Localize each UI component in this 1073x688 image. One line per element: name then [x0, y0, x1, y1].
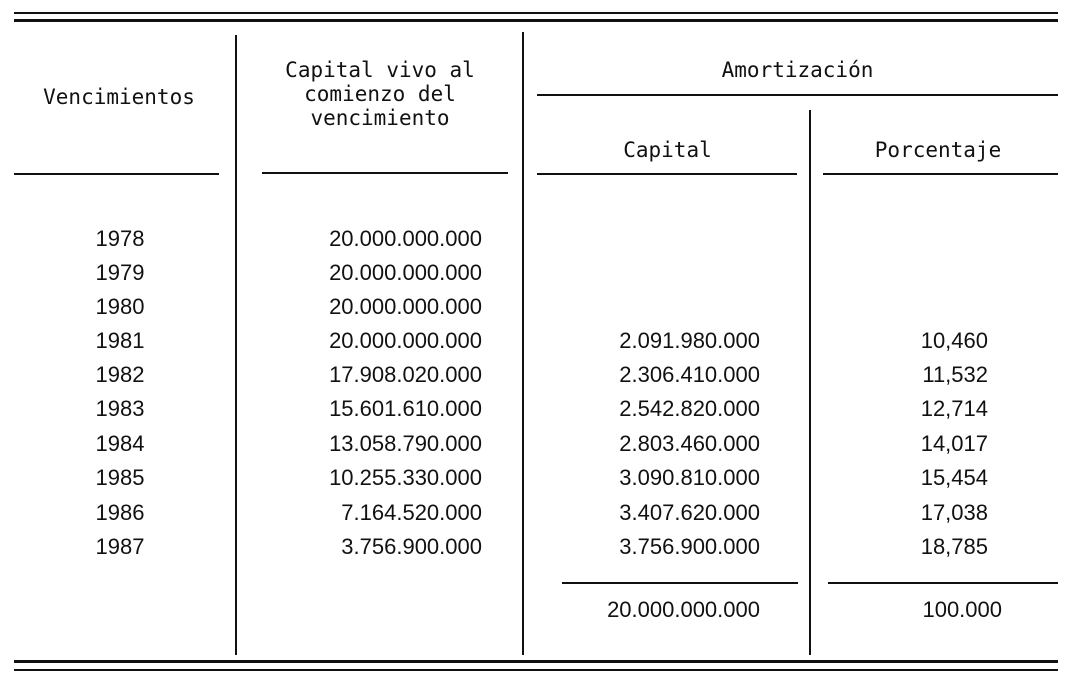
column-divider-3: [809, 110, 811, 655]
total-amort-capital: 20.000.000.000: [607, 597, 760, 622]
row-porcentaje: [820, 222, 988, 256]
row-porcentaje: 10,460: [920, 328, 988, 353]
row-amort-capital: 3.090.810.000: [619, 465, 760, 490]
row-amort-capital: 2.542.820.000: [619, 396, 760, 421]
total-rule-capital: [562, 582, 798, 584]
row-porcentaje: 12,714: [920, 396, 988, 421]
header-capital-vivo-line-1: Capital vivo al: [285, 58, 475, 82]
row-capital-vivo: 17.908.020.000: [329, 362, 482, 387]
column-divider-1: [235, 35, 237, 655]
row-year: 1982: [95, 362, 145, 387]
header-capital-vivo-line-2: comienzo del: [304, 82, 456, 106]
row-amort-capital: 3.407.620.000: [619, 500, 760, 525]
row-year: 1980: [95, 294, 145, 319]
row-amort-capital: 2.803.460.000: [619, 431, 760, 456]
row-year: 1984: [95, 431, 145, 456]
header-amort-capital: Capital: [623, 138, 712, 162]
row-capital-vivo: 3.756.900.000: [341, 534, 482, 559]
row-porcentaje: [820, 290, 988, 324]
header-rule-col1: [14, 173, 219, 175]
column-divider-2: [522, 32, 524, 655]
row-porcentaje: [820, 256, 988, 290]
row-year: 1983: [95, 396, 145, 421]
row-capital-vivo: 7.164.520.000: [341, 500, 482, 525]
row-amort-capital: 2.091.980.000: [619, 328, 760, 353]
row-amort-capital: 3.756.900.000: [619, 534, 760, 559]
row-porcentaje: 15,454: [920, 465, 988, 490]
top-rule-inner: [14, 19, 1058, 22]
row-capital-vivo: 20.000.000.000: [329, 294, 482, 319]
header-amortizacion: Amortización: [721, 58, 874, 82]
row-amort-capital: [538, 290, 760, 324]
total-rule-porcentaje: [828, 582, 1058, 584]
row-capital-vivo: 13.058.790.000: [329, 431, 482, 456]
row-capital-vivo: 20.000.000.000: [329, 226, 482, 251]
header-rule-col3: [537, 173, 797, 175]
row-capital-vivo: 20.000.000.000: [329, 328, 482, 353]
header-capital-vivo-line-3: vencimiento: [310, 106, 450, 130]
header-porcentaje: Porcentaje: [874, 138, 1002, 162]
header-vencimientos: Vencimientos: [43, 85, 195, 109]
row-porcentaje: 11,532: [922, 362, 988, 387]
row-capital-vivo: 15.601.610.000: [329, 396, 482, 421]
row-amort-capital: 2.306.410.000: [619, 362, 760, 387]
row-amort-capital: [538, 222, 760, 256]
row-amort-capital: [538, 256, 760, 290]
amortizacion-underline: [537, 94, 1058, 96]
row-capital-vivo: 20.000.000.000: [329, 260, 482, 285]
row-year: 1985: [95, 465, 145, 490]
row-year: 1978: [95, 226, 145, 251]
row-year: 1979: [95, 260, 145, 285]
row-year: 1986: [95, 500, 145, 525]
row-capital-vivo: 10.255.330.000: [329, 465, 482, 490]
bottom-rule: [14, 660, 1058, 663]
total-porcentaje: 100.000: [922, 597, 1002, 622]
header-rule-col4: [823, 173, 1058, 175]
row-porcentaje: 17,038: [920, 500, 988, 525]
top-rule: [14, 12, 1058, 14]
row-porcentaje: 14,017: [920, 431, 988, 456]
row-year: 1987: [95, 534, 145, 559]
bottom-rule-inner: [14, 669, 1058, 671]
header-rule-col2: [262, 172, 508, 174]
row-porcentaje: 18,785: [920, 534, 988, 559]
row-year: 1981: [95, 328, 145, 353]
